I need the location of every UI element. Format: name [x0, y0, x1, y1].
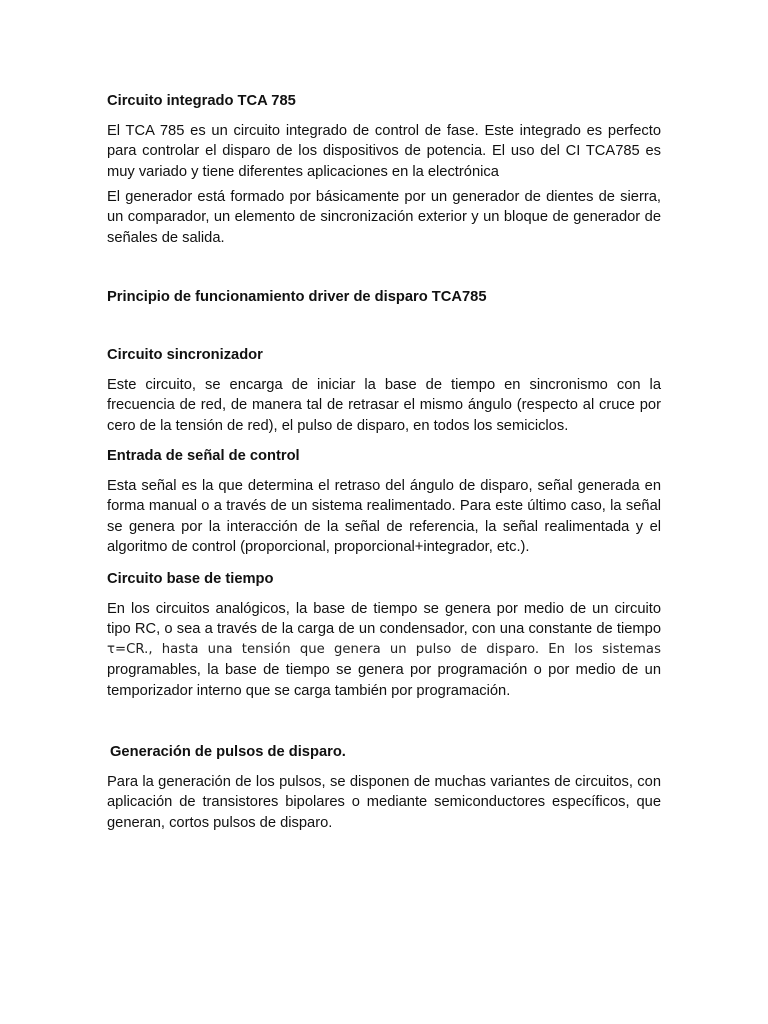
timebase-text-1: En los circuitos analógicos, la base de tiempo se genera por medio de un circuito tipo RC, o sea a través de la carga de un condensador, con una constante de tiempo — [107, 601, 661, 638]
sync-heading: Circuito sincronizador — [107, 347, 263, 363]
sync-paragraph: Este circuito, se encarga de iniciar la base de tiempo en sincronismo con la frecuencia de red, de manera tal de retrasar el mismo ángulo (respecto al cruce por cero de la tensión de red), el pulso de disparo, en todos los semiciclos. — [107, 377, 661, 434]
pulses-heading: Generación de pulsos de disparo. — [110, 744, 346, 760]
principle-heading: Principio de funcionamiento driver de disparo TCA785 — [107, 289, 487, 305]
timebase-text-3: programables, la base de tiempo se genera por programación o por medio de un temporizador interno que se carga también por programación. — [107, 662, 661, 699]
intro-paragraph-2: El generador está formado por básicamente por un generador de dientes de sierra, un comparador, un elemento de sincronización exterior y un bloque de generador de señales de salida. — [107, 189, 661, 246]
control-paragraph: Esta señal es la que determina el retraso del ángulo de disparo, señal generada en forma manual o a través de un sistema realimentado. Para este último caso, la señal se genera por la interacción de la señal de referencia, la señal realimentada y el algoritmo de control (proporcional, proporcional+integrador, etc.). — [107, 478, 661, 556]
timebase-heading: Circuito base de tiempo — [107, 571, 274, 587]
document-title: Circuito integrado TCA 785 — [107, 93, 296, 109]
control-heading: Entrada de señal de control — [107, 448, 300, 464]
timebase-text-2: τ=CR., hasta una tensión que genera un pulso de disparo. En los sistemas — [107, 641, 661, 657]
pulses-paragraph: Para la generación de los pulsos, se disponen de muchas variantes de circuitos, con aplicación de transistores bipolares o mediante semiconductores específicos, que generan, cortos pulsos de disparo. — [107, 774, 661, 831]
intro-paragraph-1: El TCA 785 es un circuito integrado de control de fase. Este integrado es perfecto para controlar el disparo de los dispositivos de potencia. El uso del CI TCA785 es muy variado y tiene diferentes aplicaciones en la electrónica — [107, 123, 661, 180]
timebase-paragraph — [107, 599, 661, 701]
